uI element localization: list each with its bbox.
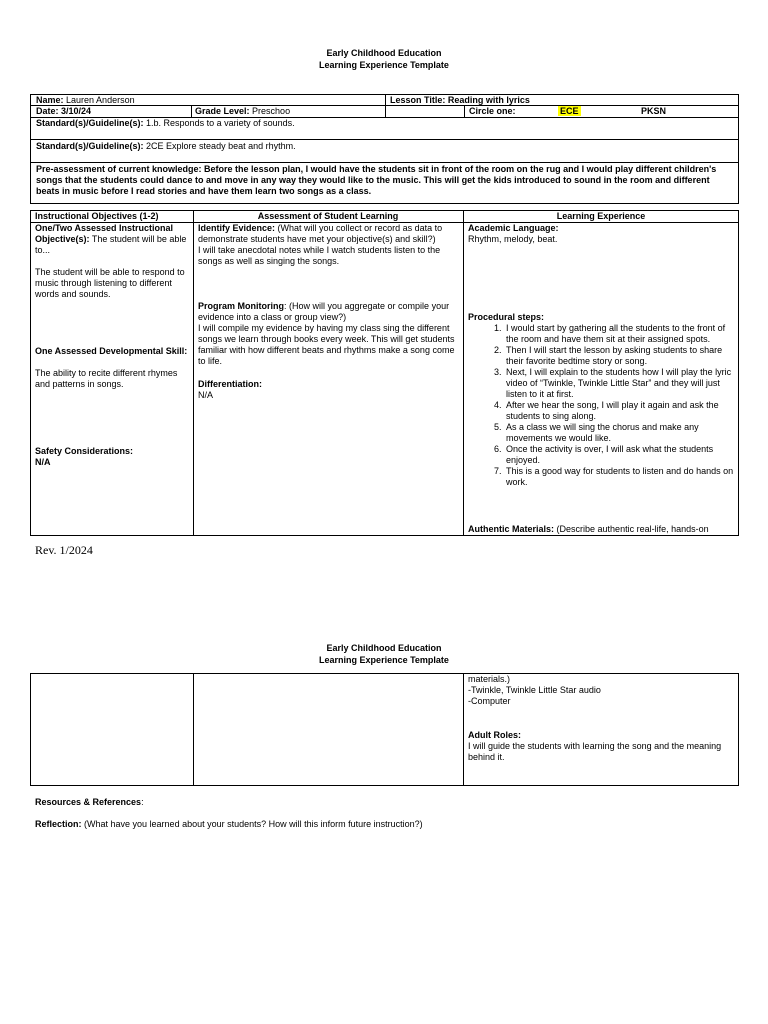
materials-continued: materials.) -Twinkle, Twinkle Little Star audio -Computer (468, 674, 734, 707)
date-value: 3/10/24 (61, 106, 92, 116)
date-field: Date: 3/10/24 (36, 106, 92, 116)
procedural-steps: Procedural steps: 1. I would start by gathering all the students to the front of the room and have them sit at their assigned spots. 2. Then I will start the lesson by asking students to share their favorite bedtime story or song. 3. Next, I will explain to the students how I will play the lyric video of “Twinkle, Twinkle Little Star” and they will just listen to it at first. 4. After we hear the song, I will play it again and ask the students to sing along. 5. As a class we will sing the chorus and make any movements we would like. 6. Once the activity is over, I will ask what the students enjoyed. 7. This is a good way for students to listen and do hands on work. (468, 312, 734, 488)
col-header-assessment: Assessment of Student Learning (257, 211, 399, 221)
lesson-title-value: Reading with lyrics (447, 95, 530, 105)
circle-option-pksn: PKSN (641, 106, 667, 116)
list-item: -Twinkle, Twinkle Little Star audio (468, 685, 601, 695)
circle-option-ece: ECE (560, 106, 579, 116)
differentiation: Differentiation: N/A (198, 379, 262, 400)
list-item: 4. After we hear the song, I will play it again and ask the students to sing along. (504, 400, 734, 422)
header-line-1: Early Childhood Education (326, 643, 442, 653)
circle-one-field: Circle one: (469, 106, 516, 116)
program-monitoring: Program Monitoring: (How will you aggregate or compile your evidence into a class or group view?) I will compile my evidence by having my class sing the different songs we learn through books every week. This will get students familiar with how different beats and rhythms make a song come to life. (198, 301, 455, 366)
list-item: 5. As a class we will sing the chorus and make any movements we would like. (504, 422, 734, 444)
list-item: 1. I would start by gathering all the students to the front of the room and have them sit at their assigned spots. (504, 323, 734, 345)
identify-evidence: Identify Evidence: (What will you collect or record as data to demonstrate students have met your objective(s) and skill?) I will take anecdotal notes while I watch students listen to the songs as well as singing the songs. (198, 223, 443, 266)
objective-text: The student will be able to respond to music through listening to different words and sounds. (35, 267, 185, 299)
academic-language: Academic Language: Rhythm, melody, beat. (468, 223, 559, 244)
col-header-learning-experience: Learning Experience (556, 211, 646, 221)
revision-label: Rev. 1/2024 (35, 543, 93, 557)
procedural-steps-list (468, 323, 734, 488)
safety-considerations: Safety Considerations: N/A (35, 446, 134, 467)
header-line-2: Learning Experience Template (319, 655, 449, 665)
name-value: Lauren Anderson (66, 95, 135, 105)
list-item: 6. Once the activity is over, I will ask what the students enjoyed. (504, 444, 734, 466)
authentic-materials: Authentic Materials: (Describe authentic real-life, hands-on (468, 524, 709, 534)
objectives-column (35, 223, 189, 300)
grade-value: Preschoo (252, 106, 291, 116)
list-item: 7. This is a good way for students to listen and do hands on work. (504, 466, 734, 488)
page-header (0, 47, 768, 71)
header-line-2: Learning Experience Template (319, 60, 449, 70)
header-line-1: Early Childhood Education (326, 48, 442, 58)
adult-roles: Adult Roles: I will guide the students with learning the song and the meaning behind it. (468, 730, 722, 762)
page-2-header (0, 642, 768, 666)
reflection: Reflection: (What have you learned about your students? How will this inform future instruction?) (35, 819, 423, 829)
name-field: Name: Lauren Anderson (36, 95, 135, 105)
grade-field: Grade Level: Preschoo (195, 106, 291, 116)
resources-references: Resources & References: (35, 797, 144, 807)
list-item: -Computer (468, 696, 511, 706)
lesson-title-field: Lesson Title: Reading with lyrics (390, 95, 530, 105)
objective-block: One/Two Assessed Instructional Objective(s): The student will be able to... (35, 223, 187, 255)
pre-assessment: Pre-assessment of current knowledge: Before the lesson plan, I would have the students sit in front of the room on the rug and I would play different children's songs that the students could dance to and move in any way they would like to the music. This will get the kids introduced to sound in the room and different beats in music before I read stories and have them learn two songs as a class. (36, 164, 717, 196)
col-header-objectives: Instructional Objectives (1-2) (35, 211, 159, 221)
standard-1: Standard(s)/Guideline(s): 1.b. Responds to a variety of sounds. (36, 118, 295, 128)
developmental-skill: One Assessed Developmental Skill: The ability to recite different rhymes and patterns in songs. (35, 346, 188, 389)
list-item: 2. Then I will start the lesson by asking students to share their favorite bedtime story or song. (504, 345, 734, 367)
list-item: 3. Next, I will explain to the students how I will play the lyric video of “Twinkle, Twinkle Little Star” and they will just listen to it at first. (504, 367, 734, 400)
standard-2: Standard(s)/Guideline(s): 2CE Explore steady beat and rhythm. (36, 141, 296, 151)
